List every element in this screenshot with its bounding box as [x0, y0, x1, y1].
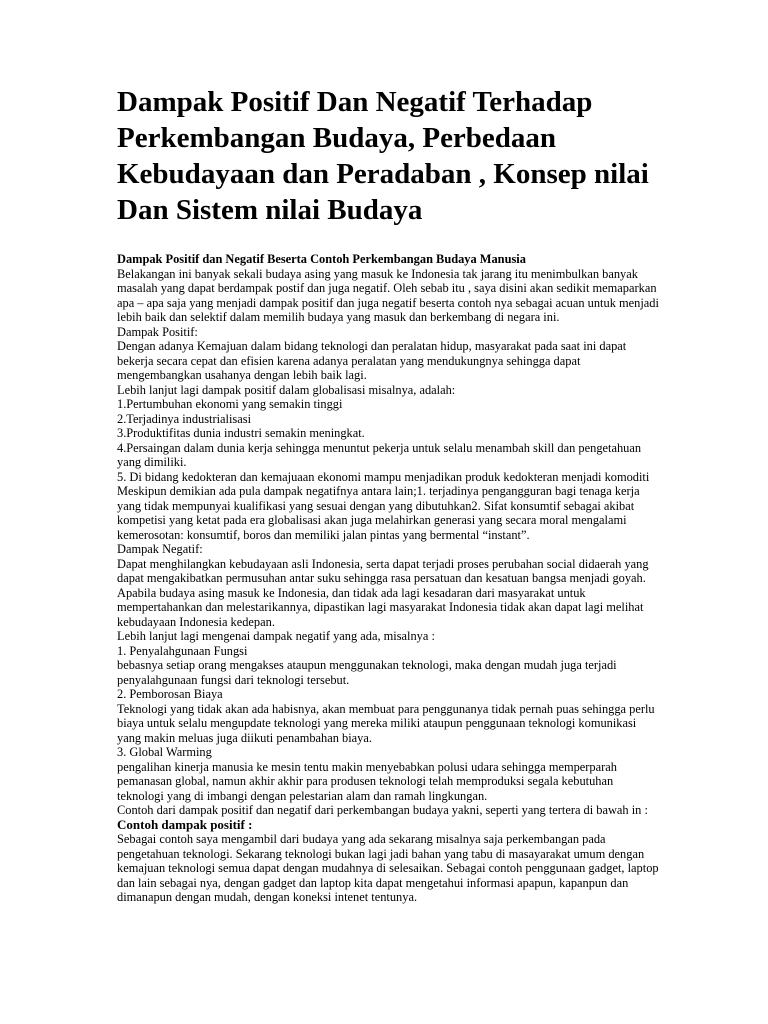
positive-list-item: 2.Terjadinya industrialisasi: [117, 411, 252, 426]
negative-more-paragraph: Lebih lanjut lagi mengenai dampak negatif yang ada, misalnya :: [117, 629, 435, 643]
positive-paragraph: Dengan adanya Kemajuan dalam bidang teknologi dan peralatan hidup, masyarakat pada saat ini dapat bekerja secara cepat dan efisien karena adanya peralatan yang mendukungnya sehingga dapat mengembangkan usahanya dengan lebih baik lagi.: [117, 339, 627, 382]
negative-item-heading: 1. Penyalahgunaan Fungsi: [117, 643, 248, 658]
positive-label: Dampak Positif:: [117, 324, 198, 339]
negative-item-heading: 3. Global Warming: [117, 745, 212, 759]
negative-paragraph: Apabila budaya asing masuk ke Indonesia, dan tidak ada lagi kesadaran dari masyarakat untuk mempertahankan dan melestarikannya, dipastikan lagi masyarakat Indonesia tidak akan dapat lagi melihat kebudayaan Indonesia kedepan.: [117, 585, 644, 629]
positive-list-item: 4.Persaingan dalam dunia kerja sehingga menuntut pekerja untuk selalu menambah skill dan pengetahuan yang dimiliki.: [117, 440, 642, 469]
positive-list-item: 3.Produktifitas dunia industri semakin meningkat.: [117, 426, 365, 440]
negative-item-text: pengalihan kinerja manusia ke mesin tentu makin menyebabkan polusi udara sehingga memperparah pemanasan global, namun akhir akhir para produsen teknologi telah memproduksi segala kebutuhan teknologi yang di imbangi dengan pelestarian alam dan ramah lingkungan.: [117, 759, 617, 803]
section-heading: Dampak Positif dan Negatif Beserta Contoh Perkembangan Budaya Manusia: [117, 252, 526, 266]
document-title: Dampak Positif Dan Negatif Terhadap Perkembangan Budaya, Perbedaan Kebudayaan dan Peradaban , Konsep nilai Dan Sistem nilai Budaya: [117, 86, 649, 226]
positive-list-item: 5. Di bidang kedokteran dan kemajuaan ekonomi mampu menjadikan produk kedokteran menjadi komoditi Meskipun demikian ada pula dampak negatifnya antara lain;1. terjadinya pengangguran bagi tenaga kerja yang tidak mempunyai kualifikasi yang sesuai dengan yang dibutuhkan2. Sifat konsumtif sebagai akibat kompetisi yang ketat pada era globalisasi akan juga melahirkan generasi yang secara moral mengalami kemerosotan: konsumtif, boros dan memiliki jalan pintas yang bermental “instant”.: [117, 469, 650, 542]
negative-label: Dampak Negatif:: [117, 542, 203, 556]
negative-paragraph: Dapat menghilangkan kebudayaan asli Indonesia, serta dapat terjadi proses perubahan social didaerah yang dapat mengakibatkan permusuhan antar suku sehingga rasa persatuan dan kesatuan bangsa menjadi goyah.: [117, 556, 649, 585]
negative-item-heading: 2. Pemborosan Biaya: [117, 687, 223, 701]
example-positive-label: Contoh dampak positif :: [117, 816, 253, 832]
positive-list-item: 1.Pertumbuhan ekonomi yang semakin tinggi: [117, 397, 343, 411]
negative-item-text: bebasnya setiap orang mengakses ataupun menggunakan teknologi, maka dengan mudah juga terjadi penyalahgunaan fungsi dari teknologi tersebut.: [117, 658, 617, 687]
document-body: [117, 252, 659, 905]
negative-item-text: Teknologi yang tidak akan ada habisnya, akan membuat para penggunanya tidak pernah puas sehingga perlu biaya untuk selalu mengupdate teknologi yang mereka miliki ataupun penggunaan teknologi komunikasi yang makin meluas juga diikuti penambahan biaya.: [117, 701, 655, 745]
example-positive-paragraph: Sebagai contoh saya mengambil dari budaya yang ada sekarang misalnya saja perkembangan pada pengetahuan teknologi. Sekarang teknologi bukan lagi jadi bahan yang tabu di masayarakat umum dengan kemajuan teknologi semua dapat dengan mudahnya di selesaikan. Sebagai contoh penggunaan gadget, laptop dan lain sebagai nya, dengan gadget dan laptop kita dapat mengetahui informasi apapun, kapanpun dan dimanapun dengan mudah, dengan koneksi intenet tentunya.: [117, 832, 659, 904]
intro-paragraph: Belakangan ini banyak sekali budaya asing yang masuk ke Indonesia tak jarang itu menimbulkan banyak masalah yang dapat berdampak postif dan juga negatif. Oleh sebab itu , saya disini akan sedikit memaparkan apa – apa saja yang menjadi dampak positif dan juga negatif beserta contoh nya sebagai acuan untuk menjadi lebih baik dan selektif dalam memilih budaya yang masuk dan berkembang di negara ini.: [117, 266, 659, 324]
positive-more-paragraph: Lebih lanjut lagi dampak positif dalam globalisasi misalnya, adalah:: [117, 382, 456, 397]
example-intro-paragraph: Contoh dari dampak positif dan negatif dari perkembangan budaya yakni, seperti yang tertera di bawah in :: [117, 803, 648, 817]
